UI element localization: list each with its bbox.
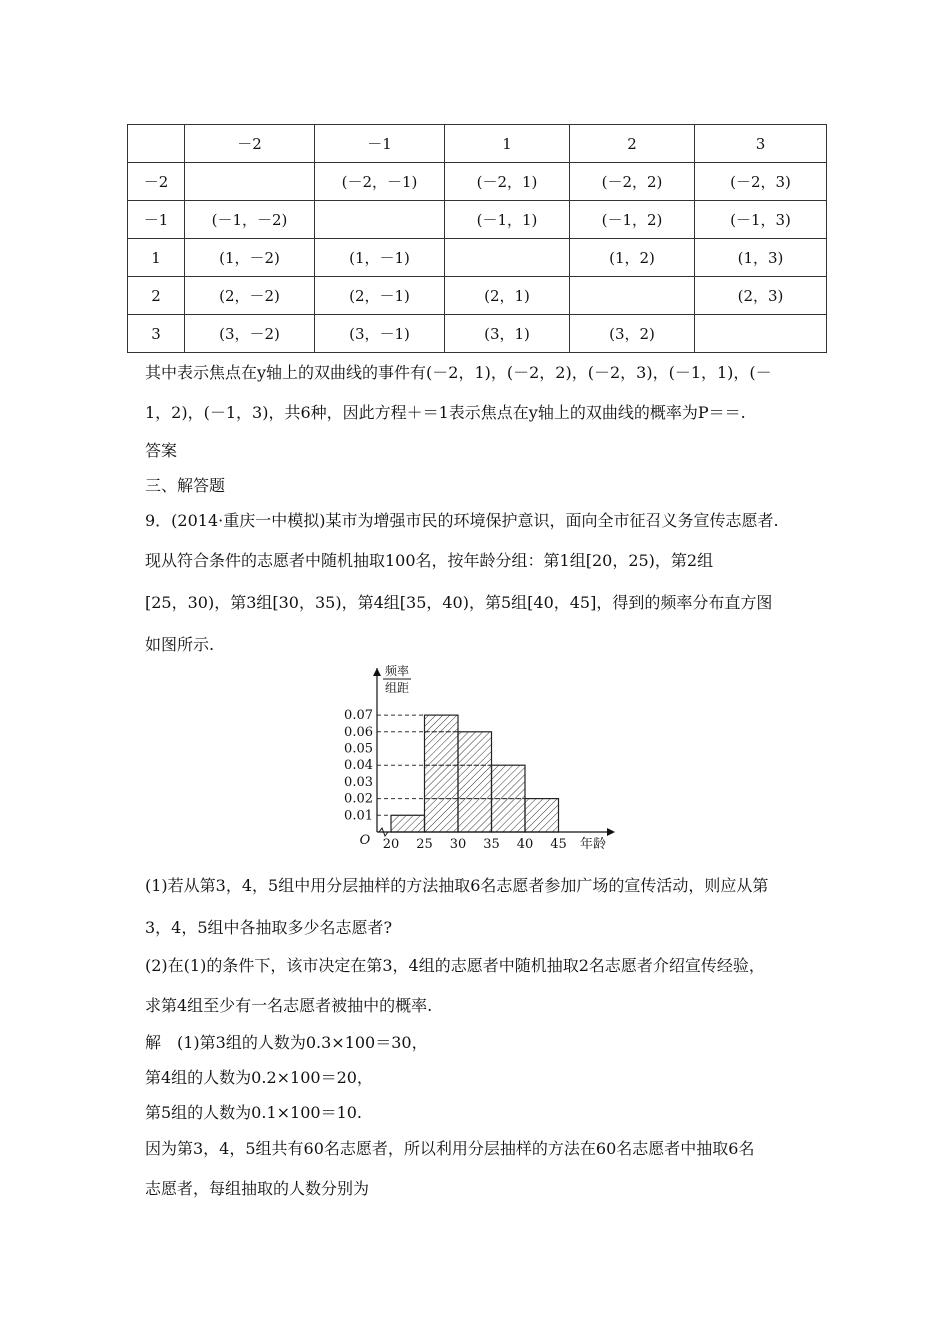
table-cell: －1 [315, 125, 445, 163]
histogram-bar [391, 815, 425, 832]
table-cell: －1 [128, 201, 185, 239]
table-cell: (1，－2) [185, 239, 315, 277]
text-line: 现从符合条件的志愿者中随机抽取100名，按年龄分组：第1组[20，25)，第2组 [145, 551, 714, 570]
text-line: 1，2)，(－1，3)，共6种，因此方程＋＝1表示焦点在y轴上的双曲线的概率为P＝＝. [145, 403, 746, 422]
table-row [128, 277, 827, 315]
text-line: (2)在(1)的条件下，该市决定在第3，4组的志愿者中随机抽取2名志愿者介绍宣传经验， [145, 956, 765, 975]
table-cell: 1 [128, 239, 185, 277]
table-cell: (－1，3) [695, 201, 827, 239]
table-cell: (2，1) [445, 277, 570, 315]
text-line: 9．(2014·重庆一中模拟)某市为增强市民的环境保护意识，面向全市征召义务宣传志愿者. [145, 511, 779, 530]
table-cell: (3，－1) [315, 315, 445, 353]
origin-label: O [359, 833, 371, 848]
table-cell: 1 [445, 125, 570, 163]
text-line: 第5组的人数为0.1×100＝10. [145, 1103, 363, 1122]
answer-label: 答案 [145, 441, 178, 460]
y-tick-label: 0.03 [344, 774, 373, 790]
text-line: 第4组的人数为0.2×100＝20， [145, 1068, 373, 1087]
table-cell: (2，－2) [185, 277, 315, 315]
table-cell [445, 239, 570, 277]
y-tick-label: 0.07 [344, 708, 373, 724]
table-row [128, 201, 827, 239]
table-cell: (－2，－1) [315, 163, 445, 201]
table-cell: －2 [185, 125, 315, 163]
histogram-bar [425, 715, 459, 832]
y-axis-label-top: 频率 [384, 664, 410, 678]
y-tick-label: 0.02 [344, 791, 373, 807]
text-line: 解 (1)第3组的人数为0.3×100＝30， [145, 1033, 428, 1052]
y-tick-label: 0.04 [344, 758, 373, 774]
text-line: 因为第3，4，5组共有60名志愿者，所以利用分层抽样的方法在60名志愿者中抽取6名 [145, 1139, 755, 1158]
x-tick-label: 25 [416, 837, 433, 852]
section-heading: 三、解答题 [145, 476, 226, 495]
x-axis-arrow [607, 828, 615, 836]
text-line: [25，30)，第3组[30，35)，第4组[35，40)，第5组[40，45]，得到的频率分布直方图 [145, 593, 773, 612]
table-cell: (－2，2) [570, 163, 695, 201]
table-cell: (3，－2) [185, 315, 315, 353]
table-cell: (1，2) [570, 239, 695, 277]
table-cell: (－1，－2) [185, 201, 315, 239]
table-cell: (－2，1) [445, 163, 570, 201]
table-cell [570, 277, 695, 315]
text-line: 志愿者，每组抽取的人数分别为 [145, 1179, 370, 1198]
x-tick-label: 40 [516, 837, 534, 852]
table-cell: (2，3) [695, 277, 827, 315]
table-cell: (3，1) [445, 315, 570, 353]
table-cell [695, 315, 827, 353]
x-tick-label: 20 [382, 837, 400, 852]
text-line: 其中表示焦点在y轴上的双曲线的事件有(－2，1)，(－2，2)，(－2，3)，(－1，1)，(－ [145, 363, 772, 382]
text-line: 3，4，5组中各抽取多少名志愿者? [145, 918, 393, 937]
table-cell: (－2，3) [695, 163, 827, 201]
table-cell: 3 [695, 125, 827, 163]
table-cell: (1，3) [695, 239, 827, 277]
histogram-bar [458, 732, 492, 832]
text-line: 求第4组至少有一名志愿者被抽中的概率. [145, 996, 433, 1015]
x-tick-label: 35 [483, 837, 500, 852]
table-cell: (－1，1) [445, 201, 570, 239]
table-header-row [128, 125, 827, 163]
table-cell [128, 125, 185, 163]
table-cell: 3 [128, 315, 185, 353]
table-row [128, 163, 827, 201]
table-cell: －2 [128, 163, 185, 201]
histogram-chart [335, 660, 625, 860]
y-tick-label: 0.05 [344, 741, 373, 757]
x-axis-label: 年龄 [579, 837, 607, 852]
histogram-bar [525, 799, 559, 832]
y-tick-label: 0.06 [344, 724, 373, 740]
event-table [127, 124, 827, 353]
x-tick-label: 30 [449, 837, 467, 852]
y-axis-arrow [373, 668, 381, 676]
text-line: 如图所示. [145, 635, 215, 654]
table-row [128, 315, 827, 353]
table-cell: 2 [128, 277, 185, 315]
table-row [128, 239, 827, 277]
table-cell: (1，－1) [315, 239, 445, 277]
y-axis-label-bottom: 组距 [384, 681, 410, 695]
table-cell: (3，2) [570, 315, 695, 353]
x-tick-label: 45 [550, 837, 567, 852]
table-cell [185, 163, 315, 201]
text-line: (1)若从第3，4，5组中用分层抽样的方法抽取6名志愿者参加广场的宣传活动，则应从第 [145, 876, 769, 895]
y-tick-label: 0.01 [344, 808, 373, 824]
table-cell: (－1，2) [570, 201, 695, 239]
table-cell [315, 201, 445, 239]
table-cell: (2，－1) [315, 277, 445, 315]
table-cell: 2 [570, 125, 695, 163]
